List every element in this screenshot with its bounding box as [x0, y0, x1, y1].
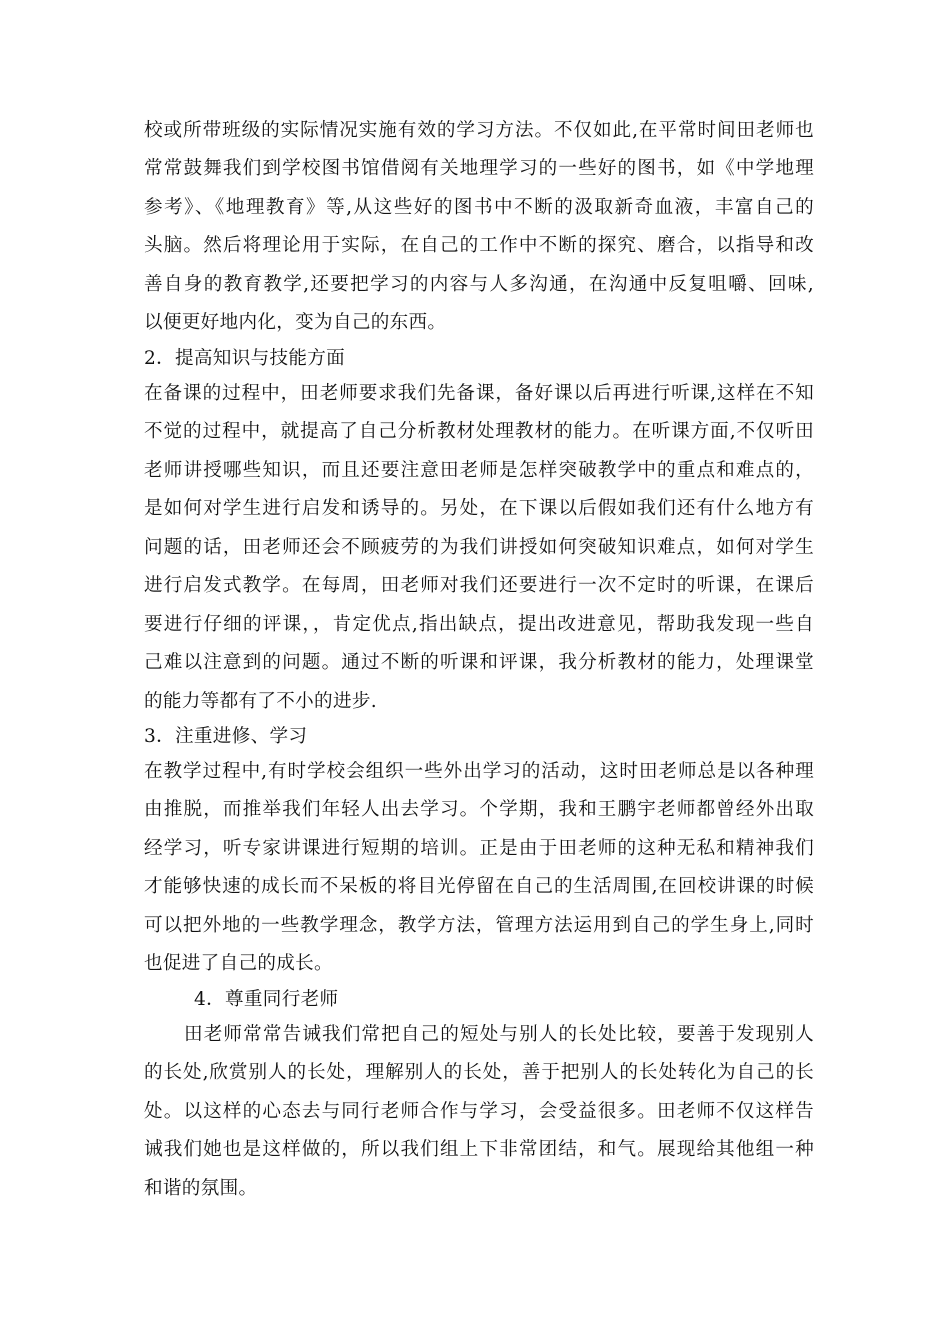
section-heading: 3．注重进修、学习: [144, 726, 308, 747]
text-line: 诫我们她也是这样做的，所以我们组上下非常团结，和气。展现给其他组一种: [144, 1139, 814, 1160]
text-line: 才能够快速的成长而不呆板的将目光停留在自己的生活周围,在回校讲课的时候: [144, 876, 814, 897]
text-line: 要进行仔细的评课，，肯定优点,指出缺点，提出改进意见，帮助我发现一些自: [144, 614, 814, 635]
section-heading: 4．尊重同行老师: [194, 989, 339, 1010]
text-line: 的长处,欣赏别人的长处，理解别人的长处，善于把别人的长处转化为自己的长: [144, 1062, 814, 1083]
text-line: 和谐的氛围。: [144, 1178, 258, 1199]
text-line: 老师讲授哪些知识，而且还要注意田老师是怎样突破教学中的重点和难点的，: [144, 460, 814, 481]
text-line: 善自身的教育教学,还要把学习的内容与人多沟通，在沟通中反复咀嚼、回味,: [144, 274, 814, 295]
text-line: 的能力等都有了不小的进步.: [144, 691, 377, 712]
text-line: 在教学过程中,有时学校会组织一些外出学习的活动，这时田老师总是以各种理: [144, 761, 814, 782]
text-line: 不觉的过程中，就提高了自己分析教材处理教材的能力。在听课方面,不仅听田: [144, 421, 814, 442]
text-line: 经学习，听专家讲课进行短期的培训。正是由于田老师的这种无私和精神我们: [144, 838, 814, 859]
text-line: 参考》、《地理教育》等,从这些好的图书中不断的汲取新奇血液，丰富自己的: [144, 197, 814, 218]
text-line: 也促进了自己的成长。: [144, 953, 333, 974]
text-line: 常常鼓舞我们到学校图书馆借阅有关地理学习的一些好的图书，如《中学地理: [144, 158, 814, 179]
section-heading: 2．提高知识与技能方面: [144, 348, 346, 369]
text-line: 头脑。然后将理论用于实际，在自己的工作中不断的探究、磨合，以指导和改: [144, 235, 814, 256]
text-line: 以便更好地内化，变为自己的东西。: [144, 312, 447, 333]
text-line: 在备课的过程中，田老师要求我们先备课，备好课以后再进行听课,这样在不知: [144, 383, 814, 404]
text-line: 可以把外地的一些教学理念，教学方法，管理方法运用到自己的学生身上,同时: [144, 915, 814, 936]
text-line: 处。以这样的心态去与同行老师合作与学习，会受益很多。田老师不仅这样告: [144, 1101, 814, 1122]
text-line: 由推脱，而推举我们年轻人出去学习。个学期，我和王鹏宇老师都曾经外出取: [144, 799, 814, 820]
text-line: 问题的话，田老师还会不顾疲劳的为我们讲授如何突破知识难点，如何对学生: [144, 537, 814, 558]
text-line: 田老师常常告诫我们常把自己的短处与别人的长处比较，要善于发现别人: [184, 1024, 814, 1045]
text-line: 己难以注意到的问题。通过不断的听课和评课，我分析教材的能力，处理课堂: [144, 652, 814, 673]
text-line: 校或所带班级的实际情况实施有效的学习方法。不仅如此,在平常时间田老师也: [144, 120, 814, 141]
text-line: 是如何对学生进行启发和诱导的。另处，在下课以后假如我们还有什么地方有: [144, 498, 814, 519]
text-line: 进行启发式教学。在每周，田老师对我们还要进行一次不定时的听课，在课后: [144, 575, 814, 596]
